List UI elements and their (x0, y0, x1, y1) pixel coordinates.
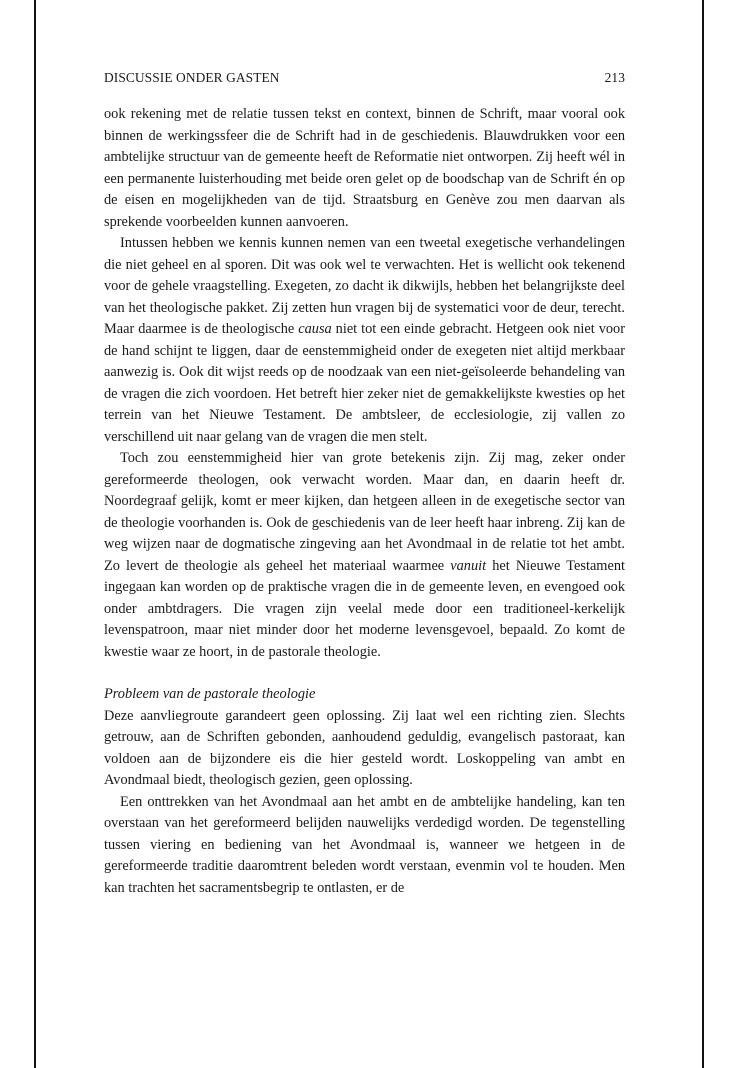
running-head (104, 70, 625, 90)
section-heading: Probleem van de pastorale theologie (104, 686, 316, 702)
paragraph-1: ook rekening met de relatie tussen tekst en context, binnen de Schrift, maar vooral ook binnen de werkingssfeer die de Schrift had in de geschiedenis. Blauwdrukken voor een ambtelijke structuur van de gemeente heeft de Reformatie niet ontworpen. Zij heeft wél in een permanente luisterhouding met beide oren gelet op de boodschap van de Schrift én op de eisen en mogelijkheden van de tijd. Straatsburg en Genève zou men daarvan als sprekende voorbeelden kunnen aanvoeren. (104, 106, 625, 230)
paragraph-3-part-a: Toch zou eenstemmigheid hier van grote betekenis zijn. Zij mag, zeker onder gereformeerde theologen, ook verwacht worden. Maar dan, en daarin heeft dr. Noordegraaf gelijk, komt er meer kijken, dan hetgeen alleen in de exegetische sector van de theologie voorhanden is. Ook de geschiedenis van de leer heeft haar inbreng. Zij kan de weg wijzen naar de dogmatische zingeving aan het Avondmaal in de relatie tot het ambt. Zo levert de theologie als geheel het materiaal waarmee (104, 450, 625, 574)
paragraph-2-part-a: Intussen hebben we kennis kunnen nemen van een tweetal exegetische verhandelingen die niet geheel en al sporen. Dit was ook wel te verwachten. Het is wellicht ook tekenend voor de gehele vraagstelling. Exegeten, zo dacht ik dikwijls, hebben het belangrijkste deel van het theologische pakket. Zij zetten hun vragen bij de systematici voor de deur, terecht. Maar daarmee is de theologische (104, 235, 625, 337)
paragraph-3 (104, 448, 625, 663)
paragraph-2 (104, 233, 625, 448)
running-head-title: DISCUSSIE ONDER GASTEN (104, 70, 280, 85)
paragraph-3-emphasis: vanuit (450, 557, 487, 574)
scan-edge-right (702, 0, 704, 1068)
body-text (104, 104, 625, 899)
paragraph-2-emphasis: causa (298, 321, 332, 337)
paragraph-5: Een onttrekken van het Avondmaal aan het ambt en de ambtelijke handeling, kan ten overstaan van het gereformeerd belijden nauwelijks verdedigd worden. De tegenstelling tussen viering en bediening van het Avondmaal is, wanneer we hetgeen in de gereformeerde traditie daaromtrent beleden wordt verstaan, evenmin vol te houden. Men kan trachten het sacramentsbegrip te ontlasten, er de (104, 793, 625, 896)
paragraph-4: Deze aanvliegroute garandeert geen oplossing. Zij laat wel een richting zien. Slechts getrouw, aan de Schriften gebonden, aanhoudend geduldig, evangelisch pastoraat, kan voldoen aan de bijzondere eis die hier gesteld wordt. Loskoppeling van ambt en Avondmaal biedt, theologisch gezien, geen oplossing. (104, 707, 625, 788)
book-page (104, 70, 625, 899)
paragraph-2-part-b: niet tot een einde gebracht. Hetgeen ook niet voor de hand schijnt te liggen, daar de eenstemmigheid onder de exegeten niet altijd merkbaar aanwezig is. Ook dit wijst reeds op de noodzaak van een niet-geïsoleerde behandeling van de vragen die zich voordoen. Het betreft hier zeker niet de gemakkelijkste kwesties op het terrein van het Nieuwe Testament. De ambtsleer, de ecclesiologie, zij vallen zo verschillend uit naar gelang van de vragen die men stelt. (104, 321, 625, 445)
paragraph-3-part-b: het Nieuwe Testament ingegaan kan worden op de praktische vragen die in de gemeente leven, en evengoed ook onder ambtdragers. Die vragen zijn veelal mede door een traditioneel-kerkelijk levenspatroon, maar niet minder door het moderne levensgevoel, bepaald. Zo komt de kwestie waar ze hoort, in de pastorale theologie. (104, 557, 625, 660)
scan-edge-left (34, 0, 36, 1068)
page-number: 213 (604, 70, 625, 85)
